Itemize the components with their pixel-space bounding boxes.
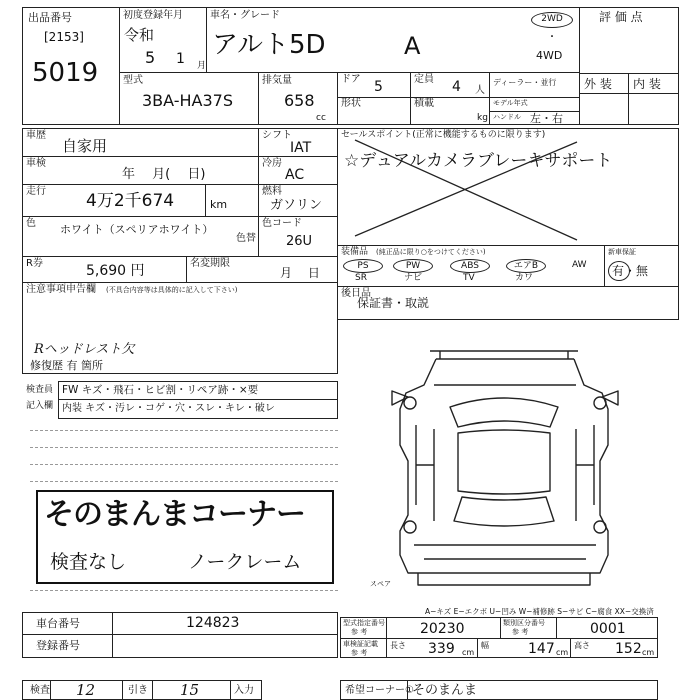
rating-label: 評 価 点 bbox=[599, 10, 643, 24]
equip-airbag: エアB bbox=[506, 259, 546, 273]
era: 令和 bbox=[124, 26, 155, 44]
reg-number-label: 登録番号 bbox=[36, 639, 80, 652]
model: 3BA-HA37S bbox=[142, 91, 234, 110]
doors: 5 bbox=[374, 79, 383, 95]
notes-hand: Rヘッドレスト欠 bbox=[34, 342, 135, 357]
lot-sub: [2153] bbox=[44, 30, 84, 44]
recycle-label: R券 bbox=[26, 258, 43, 269]
inspection-label: 車検 bbox=[26, 158, 46, 169]
load-label: 積載 bbox=[414, 98, 434, 109]
equip-sub: (純正品に限り○をつけてください) bbox=[376, 248, 486, 256]
length-ref: 参 考 bbox=[351, 649, 368, 657]
type-spec-label: 型式指定番号 bbox=[343, 619, 385, 627]
int-row: 内装 キズ・汚レ・コゲ・穴・スレ・キレ・破レ bbox=[62, 403, 275, 414]
shift-label: シフト bbox=[262, 130, 292, 141]
fuel: ガソリン bbox=[270, 198, 323, 213]
mileage: 4万2千674 bbox=[86, 191, 175, 211]
handle: 左・右 bbox=[530, 112, 563, 125]
chassis: 124823 bbox=[186, 615, 240, 631]
lot-number: 5019 bbox=[32, 58, 99, 88]
reg-month: 1 bbox=[176, 51, 185, 67]
usage: 自家用 bbox=[62, 137, 108, 155]
drive-dot: ・ bbox=[547, 32, 557, 43]
class-label: 類別区分番号 bbox=[503, 619, 545, 627]
equip-abs: ABS bbox=[450, 259, 490, 273]
equip-pw: PW bbox=[393, 259, 433, 273]
warranty-circle bbox=[608, 261, 630, 281]
class: 0001 bbox=[590, 621, 626, 637]
interior-label: 内 装 bbox=[633, 77, 661, 91]
height: 152 bbox=[615, 641, 642, 657]
capacity: 4 bbox=[452, 79, 461, 95]
displacement: 658 bbox=[284, 91, 315, 110]
cc-unit: cc bbox=[316, 113, 326, 123]
person-unit: 人 bbox=[475, 85, 485, 96]
shift: IAT bbox=[290, 140, 312, 156]
height-prefix: 高さ bbox=[574, 641, 590, 650]
width-prefix: 幅 bbox=[481, 641, 489, 650]
car-diagram bbox=[390, 345, 620, 595]
color-code-label: 色コード bbox=[262, 218, 302, 229]
length-prefix: 長さ bbox=[390, 641, 406, 650]
rating-box bbox=[579, 7, 679, 125]
drive-4wd: 4WD bbox=[536, 49, 563, 62]
capacity-label: 定員 bbox=[414, 74, 434, 85]
spare-label: スペア bbox=[370, 580, 391, 588]
exterior-label: 外 装 bbox=[584, 77, 612, 91]
equip-label: 装備品 bbox=[341, 247, 369, 257]
doors-label: ドア bbox=[341, 74, 361, 85]
color-label: 色 bbox=[26, 218, 36, 229]
sales-text: ☆デュアルカメラブレーキサポート bbox=[344, 151, 613, 171]
stamp-line1: そのまんまコーナー bbox=[44, 497, 305, 532]
box-inspection: 検査員 bbox=[26, 385, 54, 395]
box-entry: 記入欄 bbox=[26, 401, 54, 411]
input-label: 入力 bbox=[234, 685, 254, 696]
damage-legend: A−キズ E−エクボ U−凹み W−補修跡 S−サビ C−腐食 XX−交換済 bbox=[425, 607, 654, 616]
details-frame bbox=[22, 128, 338, 374]
class-ref: 参 考 bbox=[512, 628, 529, 636]
displacement-label: 排気量 bbox=[262, 75, 292, 86]
new-warranty: 有・無 bbox=[612, 264, 649, 278]
inspect-val: 12 bbox=[76, 681, 96, 699]
new-warranty-label: 新車保証 bbox=[608, 248, 636, 256]
equip-ps: PS bbox=[343, 259, 383, 273]
reg-year: 5 bbox=[145, 48, 156, 67]
width: 147 bbox=[528, 641, 555, 657]
pull-val: 15 bbox=[180, 681, 200, 699]
equip-leather: カワ bbox=[515, 273, 534, 283]
repair-history: 修復歴 有 箇所 bbox=[30, 359, 103, 372]
cross-out bbox=[337, 128, 679, 246]
km-unit: km bbox=[210, 198, 228, 211]
equip-aw: AW bbox=[572, 260, 587, 270]
type-spec: 20230 bbox=[420, 621, 465, 637]
stamp-line2b: ノークレーム bbox=[188, 551, 302, 573]
usage-label: 車歴 bbox=[26, 130, 46, 141]
lot-label: 出品番号 bbox=[28, 11, 72, 24]
after-label: 後日品 bbox=[341, 288, 371, 299]
corner-label: 希望コーナー① bbox=[345, 685, 414, 696]
grade: A bbox=[404, 32, 421, 60]
notes-sub: (不具合内容等は具体的に記入して下さい) bbox=[106, 286, 238, 294]
length-unit: cm bbox=[462, 648, 475, 657]
equip-navi: ナビ bbox=[404, 273, 423, 283]
sales-label: セールスポイント(正常に機能するものに限ります) bbox=[341, 130, 546, 140]
color-code: 26U bbox=[286, 234, 313, 249]
color-change-label: 色替 bbox=[236, 233, 256, 244]
stamp-line2a: 検査なし bbox=[50, 551, 127, 573]
aircon: AC bbox=[285, 167, 305, 183]
pull-label: 引き bbox=[128, 685, 148, 696]
car-name: アルト5D bbox=[212, 30, 326, 60]
corner: そのまんま bbox=[412, 683, 478, 698]
chassis-label: 車台番号 bbox=[36, 617, 80, 630]
reg-month-unit: 月 bbox=[197, 61, 207, 71]
model-label: 型式 bbox=[123, 75, 143, 86]
width-unit: cm bbox=[556, 648, 569, 657]
aircon-label: 冷房 bbox=[262, 158, 282, 169]
equip-tv: TV bbox=[463, 273, 475, 283]
inspect-label: 検査 bbox=[30, 685, 50, 696]
mileage-label: 走行 bbox=[26, 186, 46, 197]
handle-label: ハンドル bbox=[493, 113, 521, 121]
equip-sr: SR bbox=[355, 273, 367, 283]
drive-2wd-oval: 2WD bbox=[531, 12, 573, 28]
name-change-label: 名変期限 bbox=[190, 258, 230, 269]
recycle: 5,690 円 bbox=[86, 263, 145, 279]
after: 保証書・取説 bbox=[357, 296, 430, 310]
model-year-label: モデル年式 bbox=[493, 99, 528, 107]
type-spec-ref: 参 考 bbox=[351, 628, 368, 636]
length-label: 車検証記載 bbox=[343, 640, 378, 648]
fuel-label: 燃料 bbox=[262, 186, 282, 197]
notes-label: 注意事項申告欄 bbox=[26, 284, 96, 295]
inspection: 年 月( 日) bbox=[122, 167, 206, 182]
dealer-label: ディーラー・並行 bbox=[493, 78, 557, 87]
reg-year-label: 初度登録年月 bbox=[123, 10, 183, 21]
length: 339 bbox=[428, 641, 455, 657]
fw-row: FW キズ・飛石・ヒビ割・リペア跡・×要 bbox=[62, 384, 259, 396]
color: ホワイト（スペリアホワイト） bbox=[60, 223, 214, 236]
name-label: 車名・グレード bbox=[210, 10, 280, 21]
form-label: 形状 bbox=[341, 98, 361, 109]
height-unit: cm bbox=[642, 648, 655, 657]
name-change: 月 日 bbox=[280, 266, 320, 280]
kg-unit: kg bbox=[477, 113, 488, 123]
